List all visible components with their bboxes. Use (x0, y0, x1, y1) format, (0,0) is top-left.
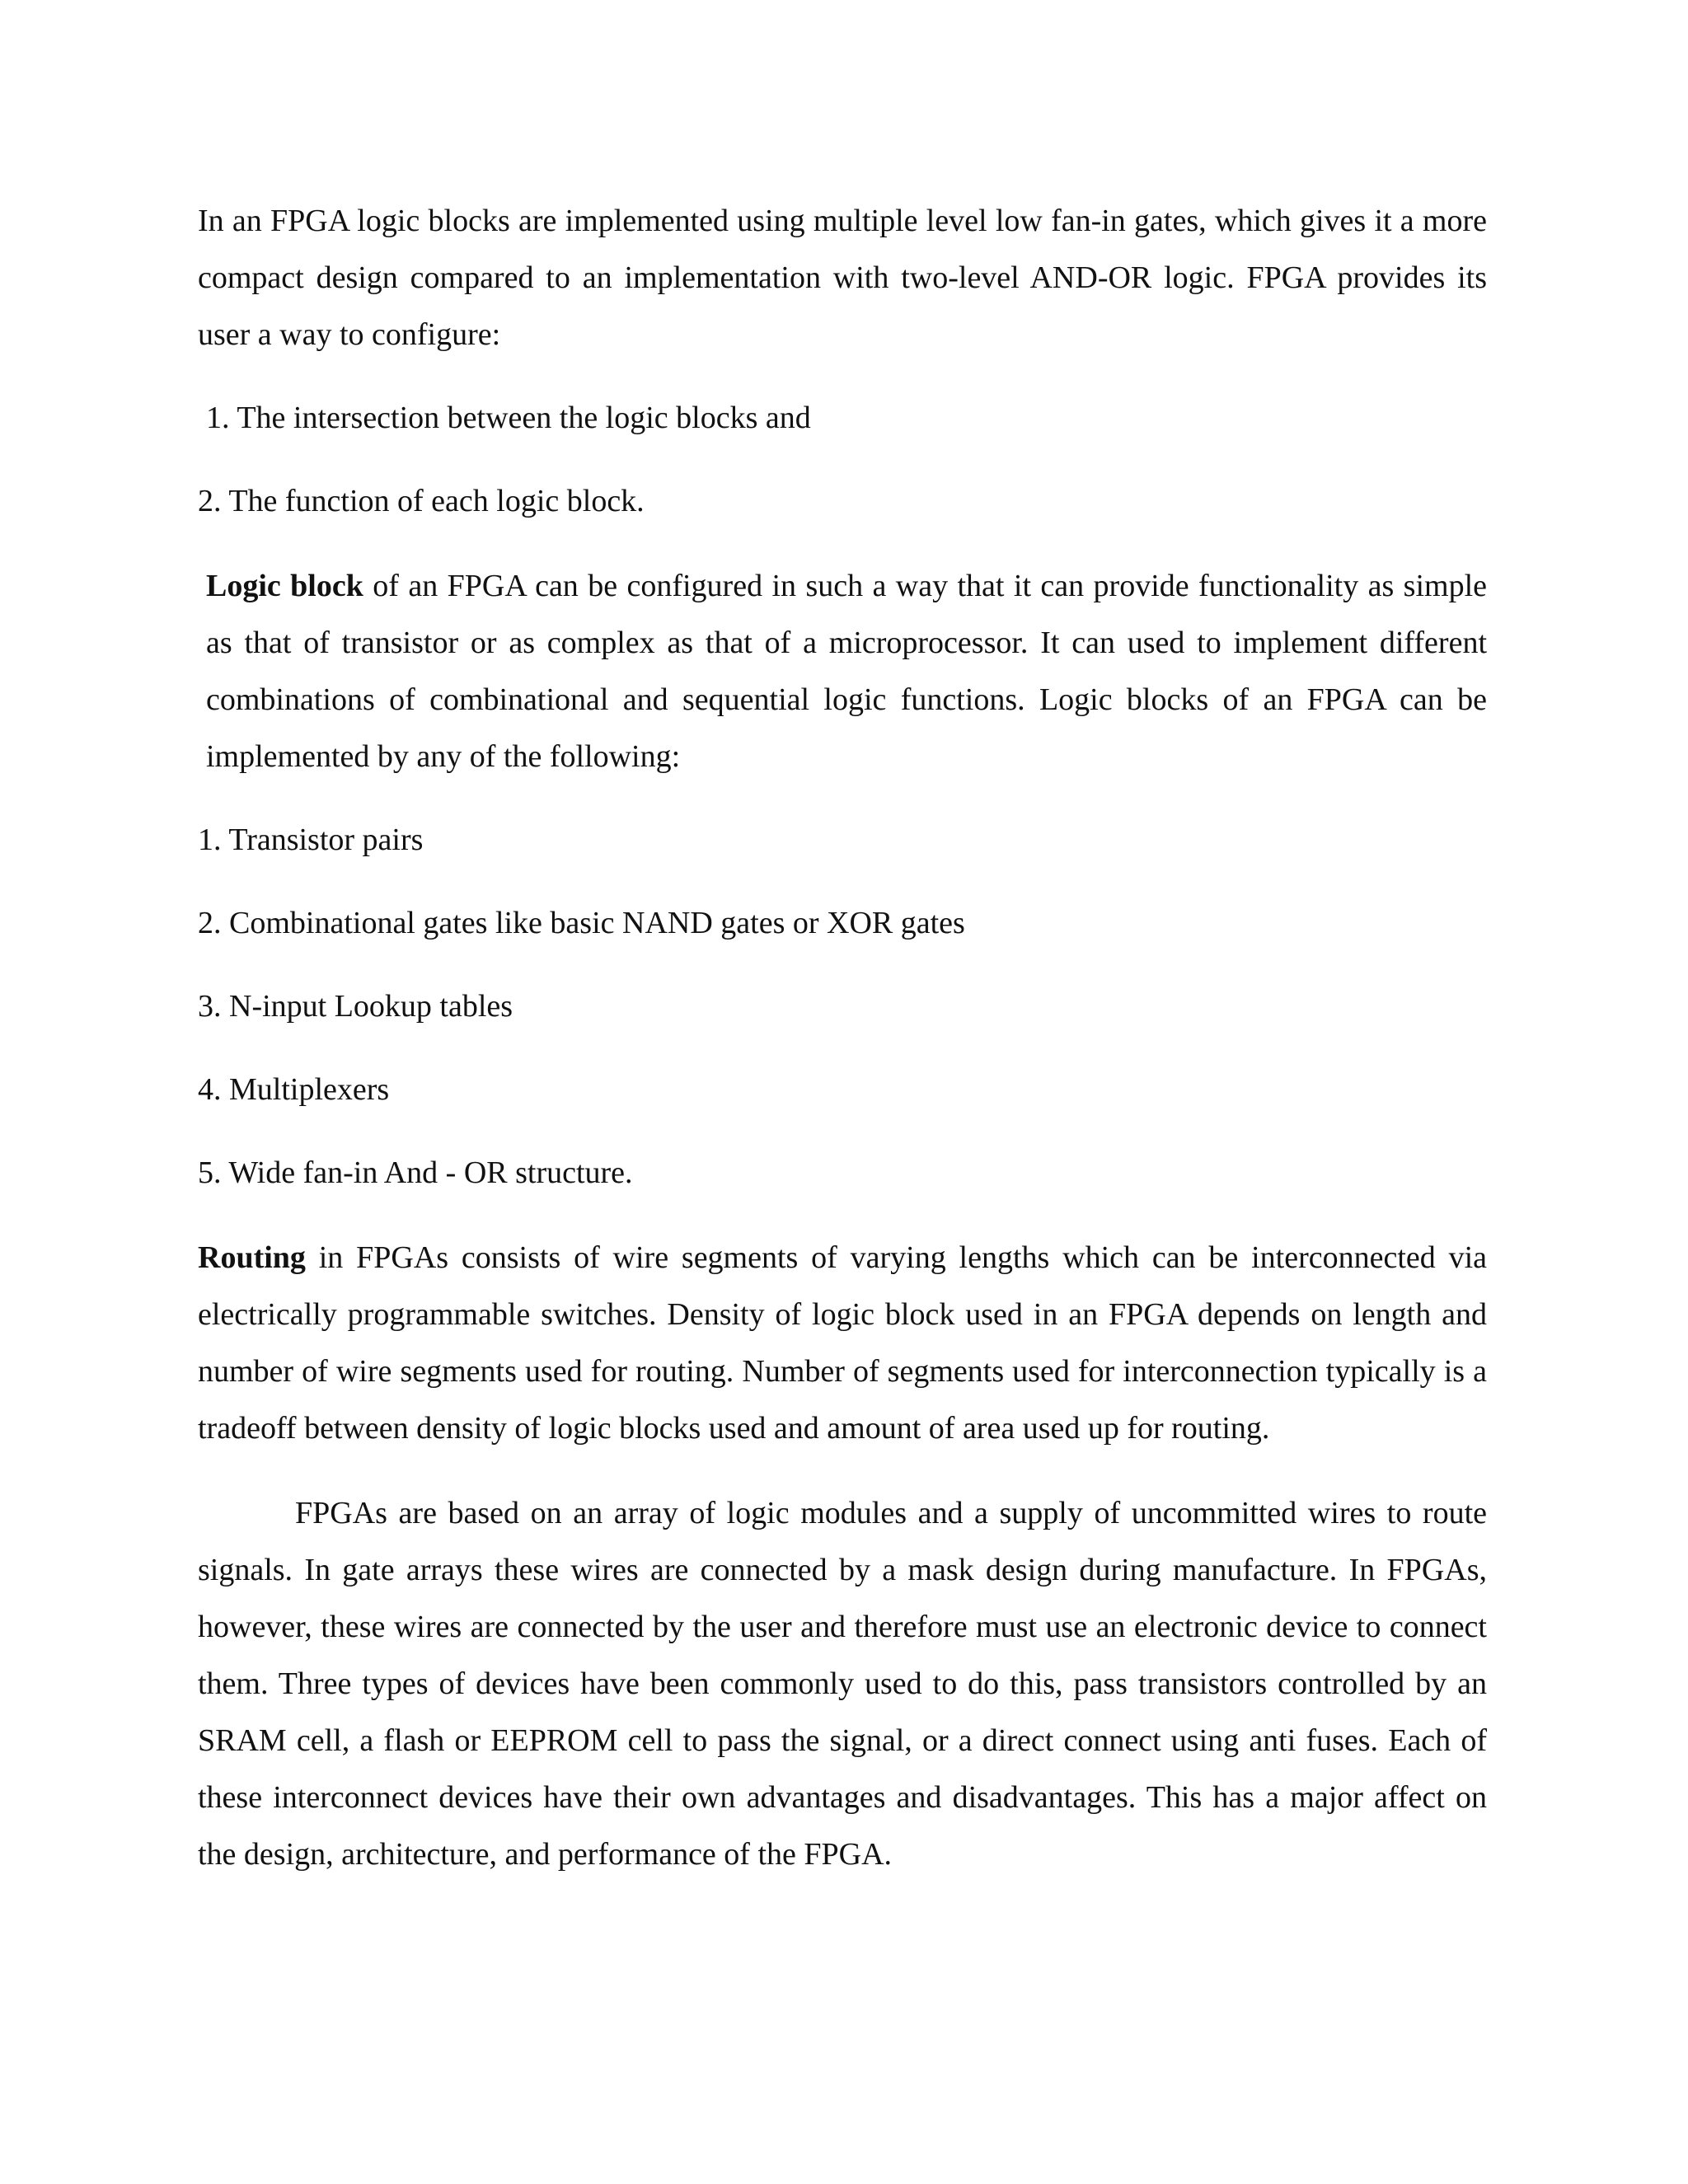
paragraph-logic-block-text: of an FPGA can be configured in such a way that it can provide functionality as simple as that of transistor or as complex as that of a microprocessor. It can used to implement different combinations of combinational and sequential logic functions. Logic blocks of an FPGA can be implemented by any of the following: (206, 569, 1487, 774)
list-item-impl-4: 4. Multiplexers (198, 1072, 390, 1107)
term-logic-block: Logic block (206, 569, 363, 603)
list-item-impl-5: 5. Wide fan-in And - OR structure. (198, 1155, 633, 1190)
term-routing: Routing (198, 1240, 306, 1275)
list-item-impl-1: 1. Transistor pairs (198, 823, 424, 857)
paragraph-routing-text: in FPGAs consists of wire segments of varying lengths which can be interconnected via electrically programmable switches. Density of logic block used in an FPGA depends on length and number of wire segments used for routing. Number of segments used for interconnection typically is a tradeoff between density of logic blocks used and amount of area used up for routing. (198, 1240, 1487, 1446)
paragraph-fpga-logic-intro: In an FPGA logic blocks are implemented using multiple level low fan-in gates, which gives it a more compact design compared to an implementation with two-level AND-OR logic. FPGA provides its user a way to configure: (198, 204, 1487, 352)
list-item-impl-2: 2. Combinational gates like basic NAND gates or XOR gates (198, 906, 965, 940)
list-item-config-1: 1. The intersection between the logic blocks and (206, 401, 811, 435)
paragraph-fpga-interconnect: FPGAs are based on an array of logic modules and a supply of uncommitted wires to route signals. In gate arrays these wires are connected by a mask design during manufacture. In FPGAs, however, these wires are connected by the user and therefore must use an electronic device to connect them. Three types of devices have been commonly used to do this, pass transistors controlled by an SRAM cell, a flash or EEPROM cell to pass the signal, or a direct connect using anti fuses. Each of these interconnect devices have their own advantages and disadvantages. This has a major affect on the design, architecture, and performance of the FPGA. (198, 1496, 1487, 1872)
list-item-impl-3: 3. N-input Lookup tables (198, 989, 513, 1024)
list-item-config-2: 2. The function of each logic block. (198, 484, 645, 518)
paragraph-routing (198, 1230, 1487, 1457)
document-body (198, 193, 1487, 1883)
paragraph-logic-block (198, 558, 1487, 785)
